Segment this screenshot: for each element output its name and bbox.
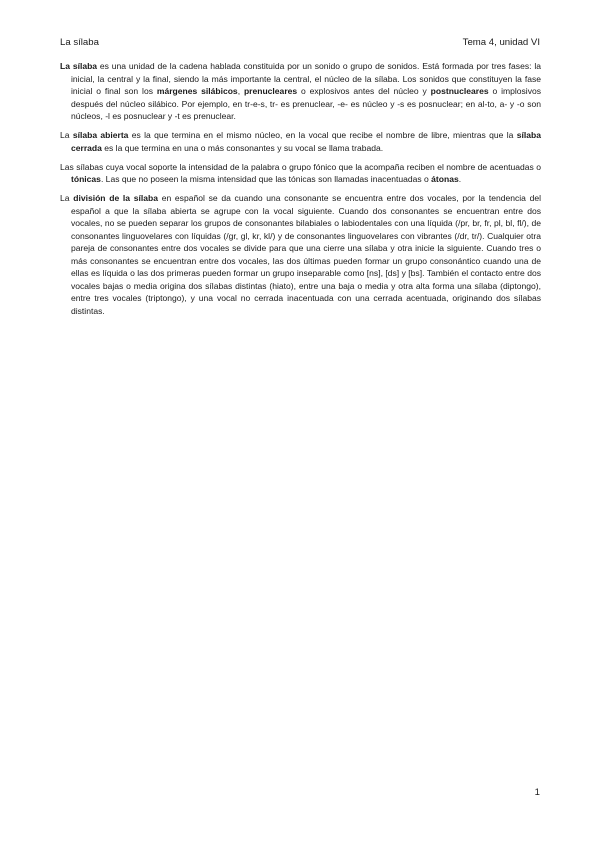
text-run: La bbox=[60, 130, 73, 140]
text-run: es la que termina en una o más consonantes y su vocal se llama trabada. bbox=[101, 142, 384, 153]
text-run: Las sílabas cuya vocal soporte la intensidad de la palabra o grupo fónico que la acompaña reciben el nombre de acentuadas o bbox=[60, 161, 541, 172]
bold-term: La sílaba bbox=[60, 61, 98, 71]
paragraph-syllable-definition bbox=[60, 60, 541, 123]
bold-term: sílaba cerrada bbox=[71, 130, 541, 153]
bold-term: prenucleares bbox=[243, 86, 298, 96]
text-run: La bbox=[60, 193, 74, 203]
paragraph-open-closed-syllable bbox=[60, 129, 541, 154]
page-header bbox=[60, 37, 540, 51]
text-run: o implosivos después del núcleo silábico. Por ejemplo, en tr-e-s, tr- es prenuclear, -e- es núcleo y -s es posnuclear; en al-to, a- y -o son núcleos, -l es posnuclear y -t es prenuclear. bbox=[71, 86, 541, 121]
text-run: . bbox=[458, 174, 462, 184]
bold-term: división de la sílaba bbox=[73, 193, 158, 203]
header-title: La sílaba bbox=[60, 37, 99, 48]
bold-term: átonas bbox=[431, 174, 459, 184]
page-number: 1 bbox=[534, 787, 540, 798]
text-run: , bbox=[237, 86, 244, 96]
text-run: o explosivos antes del núcleo y bbox=[297, 86, 431, 96]
text-run: es la que termina en el mismo núcleo, en la vocal que recibe el nombre de libre, mientras que la bbox=[128, 130, 517, 140]
bold-term: sílaba abierta bbox=[72, 130, 129, 140]
text-run: es una unidad de la cadena hablada constituida por un sonido o grupo de sonidos. Está formada por tres fases: la inicial, la central y la final, siendo la más importante la central, el núcleo de la sílaba. Los sonidos que constituyen la fase inicial o final son los bbox=[71, 61, 541, 96]
bold-term: postnucleares bbox=[430, 86, 489, 96]
text-run: . Las que no poseen la misma intensidad que las tónicas son llamadas inacentuadas o bbox=[100, 174, 432, 184]
paragraph-stressed-syllables bbox=[60, 161, 541, 186]
text-run: en español se da cuando una consonante se encuentra entre dos vocales, por la tendencia del español a que la sílaba abierta se agrupe con la vocal siguiente. Cuando dos consonantes se encuentran entre dos vocales, no se pueden separar los grupos de consonantes bilabiales o labiodentales con una líquida (/pr, br, fr, pl, bl, fl/), de consonantes linguovelares con líquidas (/gr, gl, kr, kl/) y de consonantes linguovelares con vibrantes (/dr, tr/). Cualquier otra pareja de consonantes entre dos vocales se divide para que una cierre una sílaba y otra inicie la siguiente. Cuando tres o más consonantes se encuentran entre dos vocales, las dos últimas pueden formar un grupo consonántico cuando una de ellas es líquida o las dos primeras pueden formar un grupo inseparable como [ns], [ds] y [bs]. También el contacto entre dos vocales bajas o media origina dos sílabas distintas (hiato), entre una baja o media y otra alta forma una sílaba (diptongo), entre tres vocales (triptongo), y una vocal no cerrada inacentuada con una cerrada acentuada, originando dos sílabas distintas. bbox=[71, 193, 542, 316]
bold-term: márgenes silábicos bbox=[156, 86, 238, 96]
bold-term: tónicas bbox=[71, 174, 101, 184]
header-unit: Tema 4, unidad VI bbox=[462, 37, 540, 48]
document-body bbox=[60, 60, 541, 324]
paragraph-syllable-division bbox=[60, 192, 541, 317]
